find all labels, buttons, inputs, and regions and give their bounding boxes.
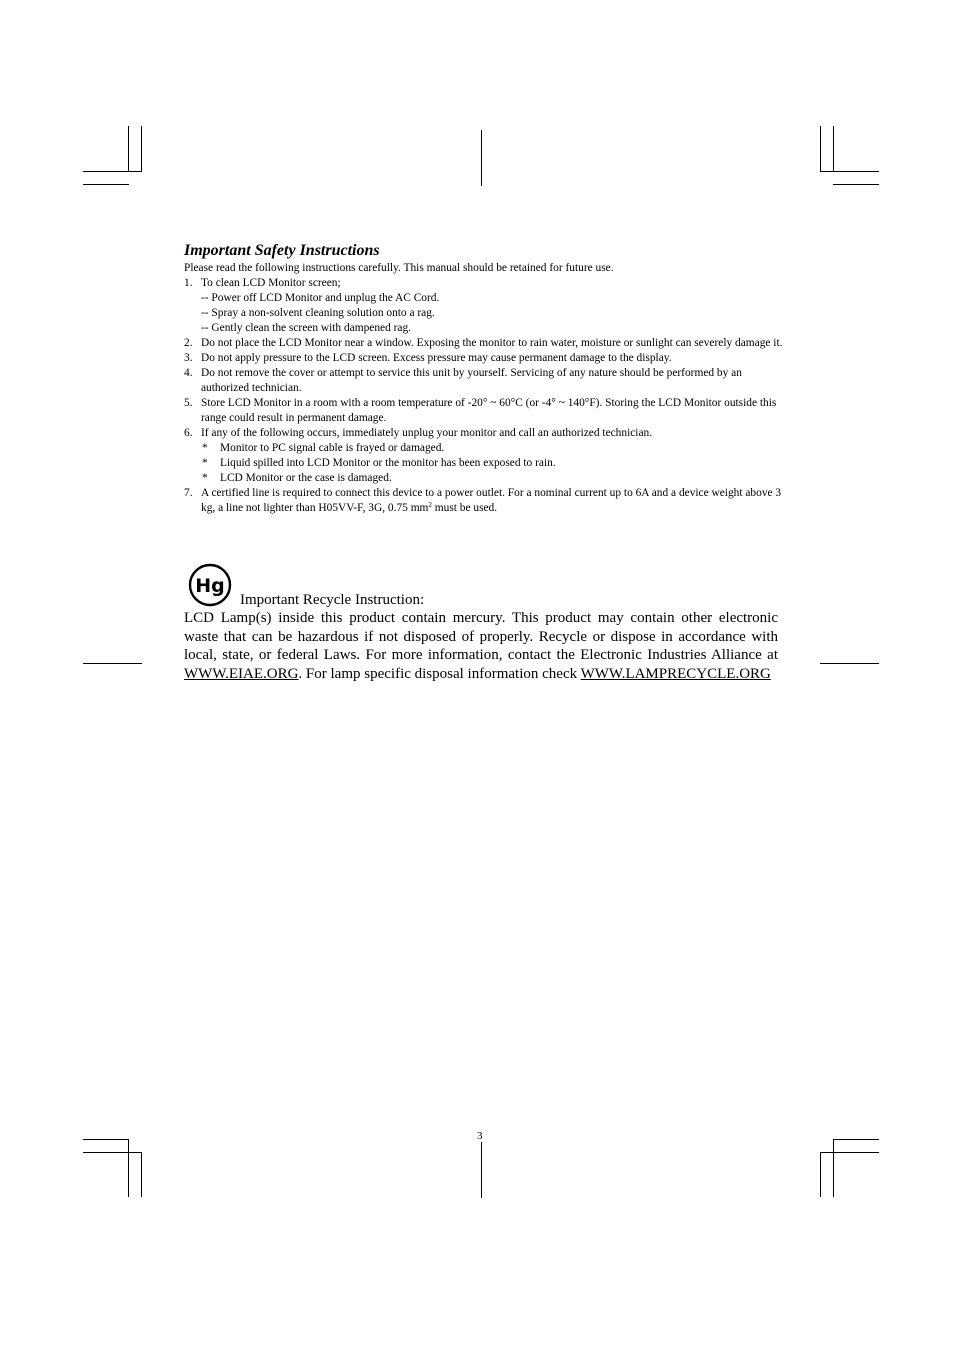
hg-mercury-icon <box>188 563 232 612</box>
item-text: If any of the following occurs, immediately unplug your monitor and call an authorized technician. <box>201 427 653 439</box>
item-number: 6. <box>184 427 193 439</box>
crop-mark <box>820 1152 821 1197</box>
crop-mark <box>833 1139 879 1140</box>
crop-mark <box>83 1152 142 1153</box>
safety-instructions-section <box>184 241 784 516</box>
intro-text: Please read the following instructions carefully. This manual should be retained for future use. <box>184 262 614 274</box>
crop-mark <box>128 1139 129 1197</box>
lamprecycle-link[interactable]: WWW.LAMPRECYCLE.ORG <box>580 665 771 682</box>
crop-mark <box>141 126 142 171</box>
recycle-heading: Important Recycle Instruction: <box>240 592 425 608</box>
item-number: 5. <box>184 397 193 409</box>
bullet-star: * <box>202 457 208 469</box>
bullet-item <box>184 456 784 471</box>
item-text <box>201 486 784 516</box>
recycle-text: LCD Lamp(s) inside this product contain mercury. This product may contain other electronic waste that can be hazardous if not disposed of properly. Recycle or dispose in accordance with local, state, or federal Laws. For more information, contact the Electronic Industries Alliance at <box>184 610 778 664</box>
eiae-link[interactable]: WWW.EIAE.ORG <box>184 665 299 682</box>
instruction-item-2 <box>184 336 784 351</box>
crop-mark <box>481 130 482 186</box>
item-number: 1. <box>184 277 193 289</box>
item-text: Do not apply pressure to the LCD screen. Excess pressure may cause permanent damage to the display. <box>201 352 672 364</box>
instruction-list <box>184 276 784 516</box>
item-number: 3. <box>184 352 193 364</box>
sub-item: -- Power off LCD Monitor and unplug the AC Cord. <box>201 292 440 304</box>
crop-mark <box>833 126 834 171</box>
item-text: Do not remove the cover or attempt to service this unit by yourself. Servicing of any nature should be performed by an authorized technician. <box>201 367 742 394</box>
instruction-item-6 <box>184 426 784 486</box>
sub-item: -- Spray a non-solvent cleaning solution onto a rag. <box>201 307 435 319</box>
recycle-text: . For lamp specific disposal information check <box>298 665 581 682</box>
instruction-item-4 <box>184 366 784 396</box>
crop-mark <box>128 126 129 171</box>
instruction-item-3 <box>184 351 784 366</box>
section-title: Important Safety Instructions <box>184 242 380 259</box>
crop-mark <box>481 1142 482 1198</box>
item-text-part: must be used. <box>431 502 498 514</box>
bullet-item <box>184 441 784 456</box>
sub-item: -- Gently clean the screen with dampened rag. <box>201 322 412 334</box>
item-number: 7. <box>184 487 193 499</box>
item-text: Do not place the LCD Monitor near a window. Exposing the monitor to rain water, moisture or sunlight can severely damage it. <box>201 337 783 349</box>
crop-mark <box>141 1152 142 1197</box>
recycle-body <box>184 609 778 683</box>
crop-mark <box>83 171 142 172</box>
crop-mark <box>833 184 879 185</box>
bullet-item <box>184 471 784 486</box>
item-text: To clean LCD Monitor screen; <box>201 277 341 289</box>
crop-mark <box>820 126 821 171</box>
item-number: 2. <box>184 337 193 349</box>
crop-mark <box>820 171 879 172</box>
superscript: 2 <box>428 501 432 509</box>
crop-mark <box>820 663 879 664</box>
item-text: Store LCD Monitor in a room with a room temperature of -20° ~ 60°C (or -4° ~ 140°F). Storing the LCD Monitor outside this range could result in permanent damage. <box>201 397 777 424</box>
crop-mark <box>83 184 129 185</box>
bullet-star: * <box>202 442 208 454</box>
crop-mark <box>833 1139 834 1197</box>
bullet-star: * <box>202 472 208 484</box>
crop-mark <box>83 663 142 664</box>
crop-mark <box>83 1139 129 1140</box>
crop-mark <box>820 1152 879 1153</box>
instruction-item-7 <box>184 486 784 516</box>
item-number: 4. <box>184 367 193 379</box>
instruction-item-5 <box>184 396 784 426</box>
bullet-text: Monitor to PC signal cable is frayed or damaged. <box>220 442 445 454</box>
instruction-item-1 <box>184 276 784 336</box>
bullet-text: LCD Monitor or the case is damaged. <box>220 472 392 484</box>
bullet-text: Liquid spilled into LCD Monitor or the monitor has been exposed to rain. <box>220 457 556 469</box>
page-number: 3 <box>477 1130 483 1142</box>
item-text-part: A certified line is required to connect this device to a power outlet. For a nominal current up to 6A and a device weight above 3 kg, a line not lighter than H05VV-F, 3G, 0.75 mm <box>201 487 782 514</box>
hg-icon-label: Hg <box>195 575 225 597</box>
